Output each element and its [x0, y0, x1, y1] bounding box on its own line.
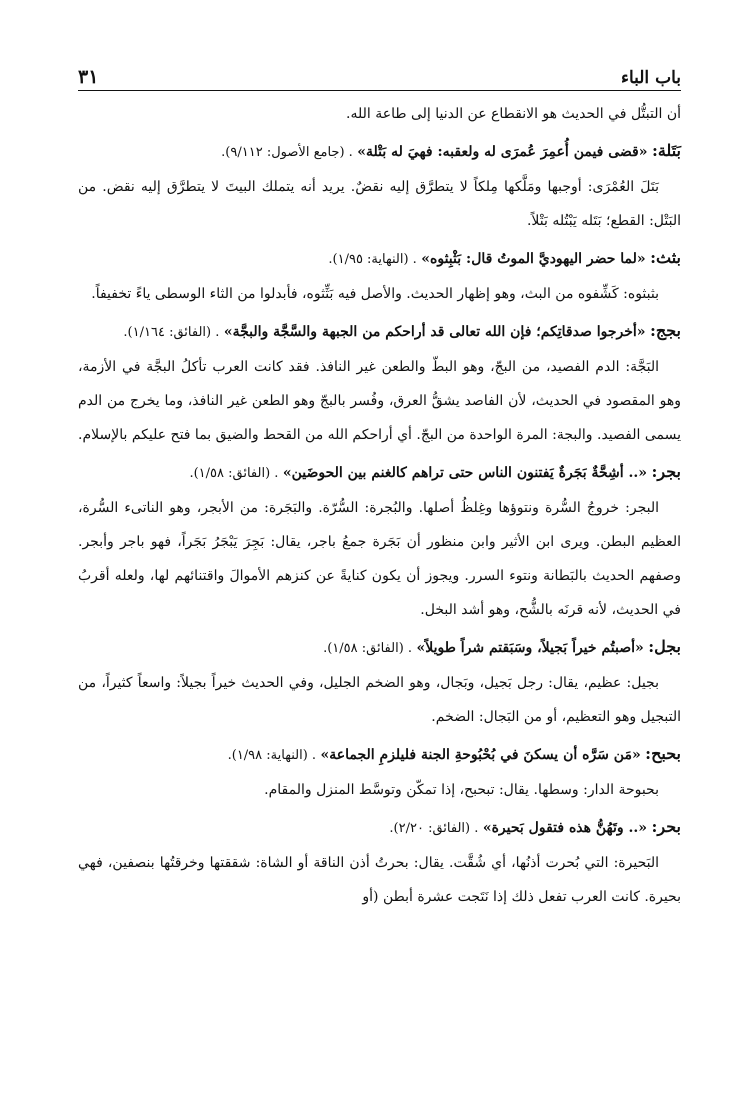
paragraph-text: البجر: خروجُ السُّرة ونتوؤها وغِلظُ أصلها. والبُجرة: السُّرّة. والبَجَرة: من الأبجر، وهو الناتىء السُّرة، العظيم البطن. ويرى ابن الأثير وابن منظور أن بَجَرة جمعُ باجر، يقال: بَجِرَ يَبْجَرُ بَجَراً، فهو باجر وأبجر. وصفهم الحديث بالبَطانة ونتوء السرر. ويجوز أن يكون كنايةً عن كنزهم الأموالَ واقتنائهم لها، ولعله أقربُ في الحديث، لأنه قرنَه بالشُّح، وهو أشد البخل.	[78, 500, 681, 618]
entry-source: . (الفائق: ١/١٦٤).	[123, 325, 220, 340]
entry-source: . (الفائق: ٢/٢٠).	[389, 821, 479, 836]
entry-headword: بحر:	[651, 817, 681, 836]
entry-bahbah	[78, 737, 681, 773]
entry-headword: بجل:	[648, 637, 681, 656]
entry-bajal	[78, 630, 681, 666]
entry-bathth	[78, 241, 681, 277]
explanation-paragraph	[78, 170, 681, 238]
entry-batla	[78, 134, 681, 170]
entry-headword: بحبح:	[645, 744, 681, 763]
entry-quote: «.. أشِحَّةٌ بَجَرةٌ يَفتنون الناس حتى تراهم كالغنم بين الحوضَين»	[282, 465, 648, 481]
paragraph-text: بثبثوه: كَشِّفوه من البث، وهو إظهار الحديث. والأصل فيه بَثِّثوه، فأبدلوا من الثاء الوسطى ياءً تخفيفاً.	[91, 286, 659, 302]
paragraph-text: بَتَلَ العُمْرَى: أوجبها ومَلَّكها مِلكاً لا يتطرَّق إليه نقضٌ. يريد أنه يتملك البيتَ لا يتطرَّق إليه نقض. من البَتْل: القطع؛ بَتَله يَبْتُله بَتْلاً.	[78, 179, 681, 229]
paragraph-text: أن التبتُّل في الحديث هو الانقطاع عن الدنيا إلى طاعة الله.	[346, 106, 681, 122]
entry-quote: «قضى فيمن أُعمِرَ عُمرَى له ولعقبه: فهيَ له بَتْلة»	[357, 144, 648, 160]
explanation-paragraph	[78, 773, 681, 807]
entry-bahr	[78, 810, 681, 846]
page-body	[78, 91, 681, 914]
chapter-title: باب الباء	[620, 68, 681, 88]
running-header	[78, 52, 681, 91]
entry-headword: بجر:	[651, 462, 681, 481]
entry-source: . (النهاية: ١/٩٨).	[227, 748, 317, 763]
entry-quote: «أخرجوا صدقاتِكم؛ فإن الله تعالى قد أراحكم من الجبهة والسَّجَّة والبجَّة»	[223, 324, 646, 340]
explanation-paragraph	[78, 350, 681, 452]
paragraph-text: البَحيرة: التي بُحرت أذنُها، أي شُقَّت. يقال: بحرتُ أذن الناقة أو الشاة: شققتها وخرقتُها بنصفين، فهي بحيرة. كانت العرب تفعل ذلك إذا نَتَجت عشرة أبطن (أو	[78, 855, 681, 905]
entry-bajar	[78, 455, 681, 491]
explanation-paragraph	[78, 666, 681, 734]
continuation-paragraph	[78, 97, 681, 131]
entry-source: . (النهاية: ١/٩٥).	[328, 252, 417, 267]
entry-headword: بجج:	[649, 321, 681, 340]
page-number: ٣١	[78, 66, 99, 88]
entry-quote: «لما حضر اليهوديَّ الموتُ قال: بَثْبِثوه»	[421, 251, 646, 267]
entry-quote: «.. وتَهُنُّ هذه فتقول بَحيرة»	[482, 820, 648, 836]
entry-quote: «أصبتُم خيراً بَجيلاً، وسَبَقتم شراً طويلاً»	[416, 640, 644, 656]
paragraph-text: بجيل: عظيم، يقال: رجل بَجيل، وبَجال، وهو الضخم الجليل، وفي الحديث خيراً بجيلاً: واسعاً كثيراً، من التبجيل وهو التعظيم، أو من البَجال: الضخم.	[78, 675, 681, 725]
explanation-paragraph	[78, 846, 681, 914]
explanation-paragraph	[78, 491, 681, 627]
paragraph-text: بحبوحة الدار: وسطها. يقال: تبحبح، إذا تمكّن وتوسَّط المنزل والمقام.	[264, 782, 659, 798]
entry-headword: بثث:	[650, 248, 681, 267]
entry-source: . (الفائق: ١/٥٨).	[189, 466, 279, 481]
explanation-paragraph	[78, 277, 681, 311]
entry-headword: بَتَلة:	[651, 141, 681, 160]
paragraph-text: البَجَّة: الدم الفصيد، من البجّ، وهو البطّ والطعن غير النافذ. فقد كانت العرب تأكلُ البجَّة في الأزمة، وهو المقصود في الحديث، لأن الفاصد يشقُّ العرق، وفُسر بالبجّ وهو الطعن غير النافذ، وما يخرج من الدم يسمى الفصيد. والبجة: المرة الواحدة من البجّ. أي أراحكم الله من القحط والضيق بما فتح عليكم بالإسلام.	[78, 359, 681, 443]
entry-source: . (الفائق: ١/٥٨).	[323, 641, 413, 656]
entry-source: . (جامع الأصول: ٩/١١٢).	[221, 145, 353, 160]
entry-bajj	[78, 314, 681, 350]
entry-quote: «مَن سَرَّه أن يسكنَ في بُحْبُوحةِ الجنة فليلزمِ الجماعة»	[320, 747, 641, 763]
